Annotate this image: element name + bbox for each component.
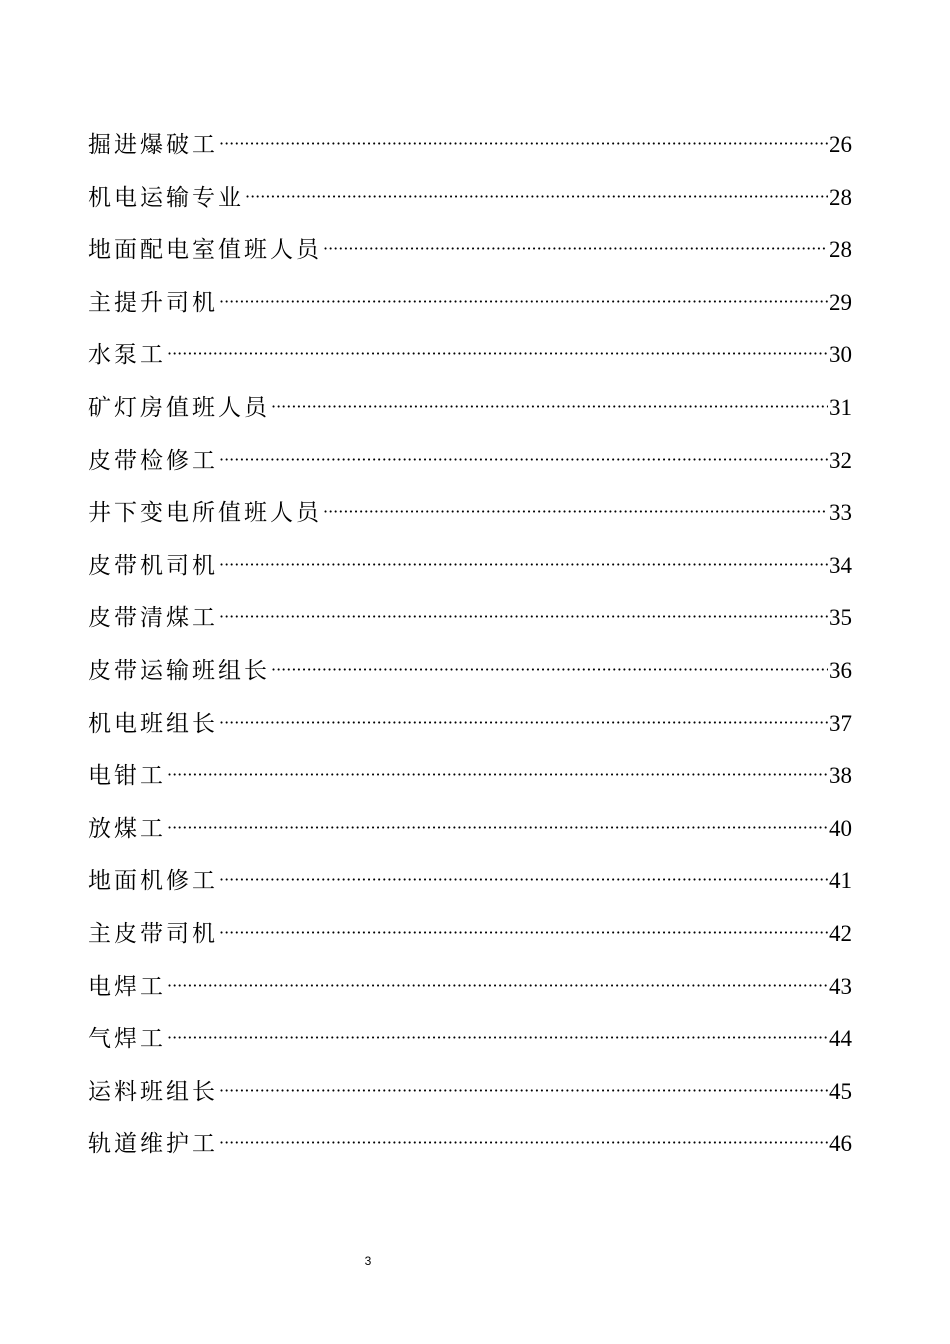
toc-entry-page: 26 (829, 132, 852, 157)
toc-entry-title: 皮带检修工 (88, 447, 218, 474)
toc-entry-title: 皮带机司机 (88, 552, 218, 579)
toc-entry[interactable] (88, 968, 852, 1021)
toc-dot-leader (219, 555, 828, 574)
toc-entry[interactable] (88, 442, 852, 495)
toc-entry-title: 水泵工 (88, 342, 166, 369)
toc-entry-title: 气焊工 (88, 1026, 166, 1053)
toc-entry-page: 28 (829, 184, 852, 210)
toc-entry-title: 掘进爆破工 (88, 132, 218, 158)
page-number: 3 (364, 1254, 372, 1268)
toc-entry-title: 机电运输专业 (88, 184, 244, 211)
toc-entry-title: 皮带运输班组长 (88, 657, 270, 684)
toc-entry-page: 38 (829, 763, 852, 789)
toc-entry-page: 28 (829, 237, 852, 263)
toc-entry-page: 42 (829, 920, 852, 946)
toc-dot-leader (323, 502, 828, 521)
toc-entry-title: 主皮带司机 (88, 920, 218, 947)
toc-dot-leader (167, 344, 828, 363)
toc-entry-page: 46 (829, 1131, 852, 1157)
toc-entry-title: 皮带清煤工 (88, 605, 218, 632)
toc-entry-page: 41 (829, 868, 852, 894)
toc-entry-page: 37 (829, 710, 852, 736)
toc-entry[interactable] (88, 599, 852, 652)
toc-entry-title: 轨道维护工 (88, 1131, 218, 1158)
toc-entry-page: 29 (829, 289, 852, 315)
toc-entry[interactable] (88, 757, 852, 810)
toc-dot-leader (167, 1028, 828, 1047)
toc-entry-page: 40 (829, 815, 852, 841)
toc-dot-leader (219, 450, 828, 469)
toc-dot-leader (323, 239, 828, 258)
toc-entry-title: 电焊工 (88, 973, 166, 1000)
toc-entry-title: 地面机修工 (88, 868, 218, 895)
toc-dot-leader (167, 818, 828, 837)
toc-entry-title: 机电班组长 (88, 710, 218, 737)
toc-entry-page: 36 (829, 657, 852, 683)
table-of-contents (88, 126, 852, 1178)
toc-entry[interactable] (88, 284, 852, 337)
toc-entry-page: 43 (829, 973, 852, 999)
toc-entry[interactable] (88, 862, 852, 915)
toc-entry[interactable] (88, 1073, 852, 1126)
toc-dot-leader (271, 397, 828, 416)
toc-entry[interactable] (88, 915, 852, 968)
toc-entry[interactable] (88, 231, 852, 284)
toc-entry-page: 32 (829, 447, 852, 473)
toc-entry[interactable] (88, 652, 852, 705)
toc-entry-title: 井下变电所值班人员 (88, 500, 322, 527)
toc-dot-leader (219, 1081, 828, 1100)
toc-entry[interactable] (88, 336, 852, 389)
toc-entry[interactable] (88, 1125, 852, 1178)
toc-dot-leader (219, 870, 828, 889)
toc-dot-leader (219, 292, 828, 311)
toc-entry-title: 矿灯房值班人员 (88, 394, 270, 421)
toc-dot-leader (167, 976, 828, 995)
toc-entry-page: 30 (829, 342, 852, 368)
toc-dot-leader (219, 134, 828, 153)
toc-entry-page: 45 (829, 1078, 852, 1104)
toc-entry-page: 34 (829, 552, 852, 578)
toc-entry[interactable] (88, 1020, 852, 1073)
toc-entry[interactable] (88, 705, 852, 758)
toc-entry[interactable] (88, 179, 852, 232)
toc-dot-leader (245, 187, 828, 206)
toc-dot-leader (219, 607, 828, 626)
toc-entry-page: 35 (829, 605, 852, 631)
toc-entry[interactable] (88, 547, 852, 600)
toc-dot-leader (219, 923, 828, 942)
toc-dot-leader (167, 765, 828, 784)
toc-entry-page: 33 (829, 500, 852, 526)
toc-entry-title: 电钳工 (88, 763, 166, 790)
toc-entry-title: 地面配电室值班人员 (88, 237, 322, 264)
toc-entry-title: 运料班组长 (88, 1078, 218, 1105)
toc-dot-leader (219, 1133, 828, 1152)
toc-dot-leader (271, 660, 828, 679)
toc-entry-page: 31 (829, 394, 852, 420)
toc-entry[interactable] (88, 494, 852, 547)
toc-entry-title: 主提升司机 (88, 289, 218, 316)
toc-entry-page: 44 (829, 1026, 852, 1052)
toc-entry[interactable] (88, 810, 852, 863)
toc-entry[interactable] (88, 389, 852, 442)
toc-dot-leader (219, 713, 828, 732)
toc-entry[interactable] (88, 126, 852, 179)
toc-entry-title: 放煤工 (88, 815, 166, 842)
